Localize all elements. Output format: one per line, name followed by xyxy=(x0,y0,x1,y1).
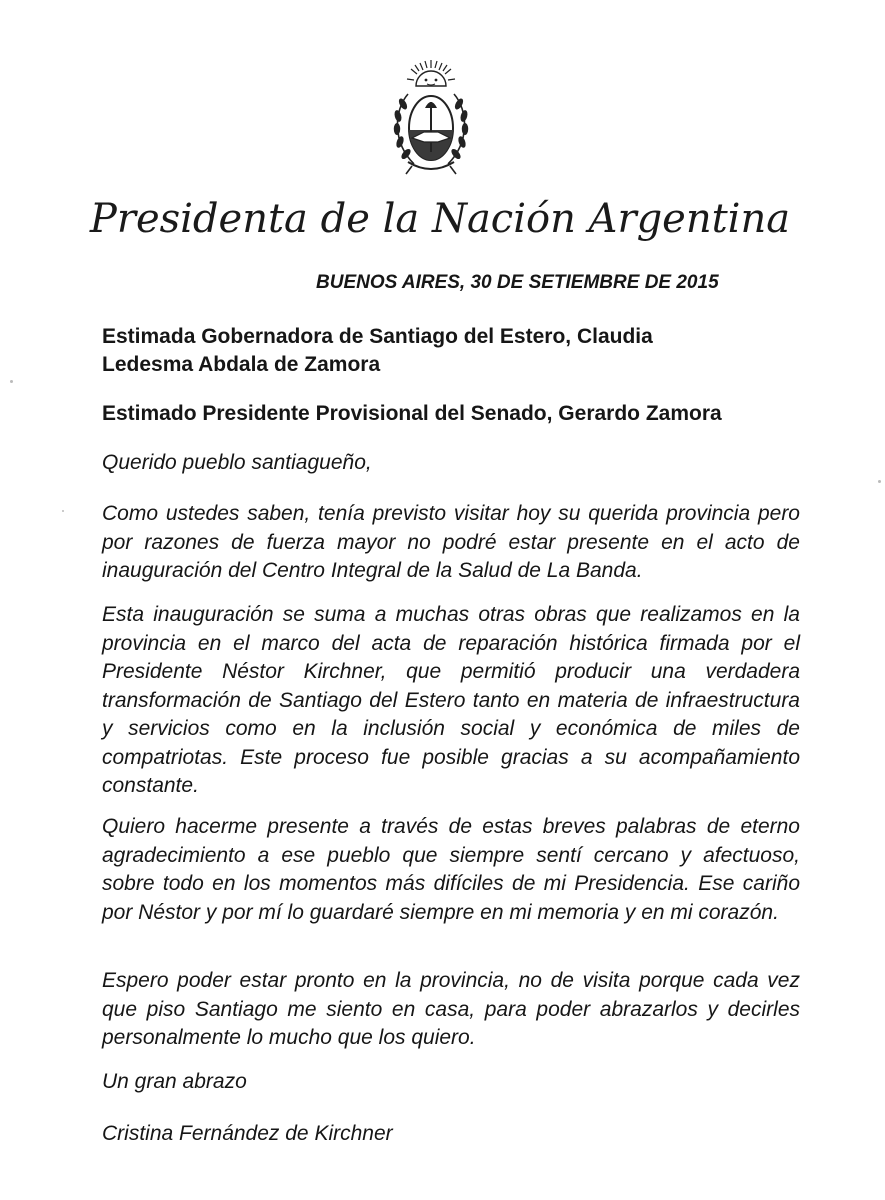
paragraph: Quiero hacerme presente a través de estas breves palabras de eterno agradecimiento a ese pueblo que siempre sentí cercano y afectuoso, sobre todo en los momentos más difíciles de mi Presidencia. Ese cariño por Néstor y por mí lo guardaré siempre en mi memoria y en mi corazón. xyxy=(102,815,800,924)
scan-speck xyxy=(878,480,881,483)
paragraph: Espero poder estar pronto en la provincia, no de visita porque cada vez que piso Santiago me siento en casa, para poder abrazarlos y decirles personalmente lo mucho que los quiero. xyxy=(102,969,800,1049)
date-line: BUENOS AIRES, 30 DE SETIEMBRE DE 2015 xyxy=(316,272,719,293)
scan-speck xyxy=(62,510,64,512)
letterhead-title xyxy=(89,188,791,250)
coat-of-arms-emblem xyxy=(388,58,474,180)
letterhead-text: Presidenta de la Nación Argentina xyxy=(89,196,791,242)
paragraph: Esta inauguración se suma a muchas otras obras que realizamos en la provincia en el marco del acta de reparación histórica firmada por el Presidente Néstor Kirchner, que permitió producir una verdadera transformación de Santiago del Estero tanto en materia de infraestructura y servicios como en la inclusión social y económica de miles de compatriotas. Este proceso fue posible gracias a su acompañamiento constante. xyxy=(102,603,800,797)
salutation-senate-president: Estimado Presidente Provisional del Senado, Gerardo Zamora xyxy=(102,402,722,425)
salutation-governor: Estimada Gobernadora de Santiago del Estero, Claudia Ledesma Abdala de Zamora xyxy=(102,325,653,376)
closing: Un gran abrazo xyxy=(102,1070,247,1093)
paragraph: Como ustedes saben, tenía previsto visitar hoy su querida provincia pero por razones de fuerza mayor no podré estar presente en el acto de inauguración del Centro Integral de la Salud de La Banda. xyxy=(102,502,800,582)
greeting: Querido pueblo santiagueño, xyxy=(102,451,372,474)
signature-name: Cristina Fernández de Kirchner xyxy=(102,1122,393,1145)
scan-speck xyxy=(10,380,13,383)
